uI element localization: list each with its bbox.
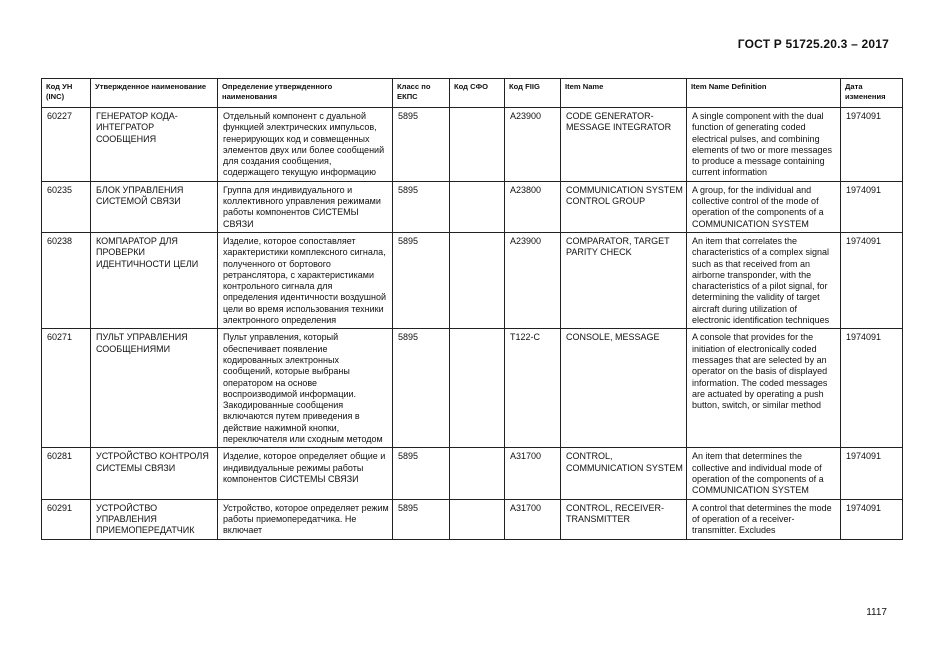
cell-item-definition: A console that provides for the initiation of electronically coded messages that are selected by an operator on the basis of displayed information. The coded messages are actuated by operating a push button, switch, or similar method (687, 329, 841, 448)
document-standard-header: ГОСТ Р 51725.20.3 – 2017 (737, 37, 889, 51)
column-header-inc: Код УН (INC) (42, 79, 91, 108)
page-number: 1117 (866, 607, 887, 618)
cell-approved-name: ПУЛЬТ УПРАВЛЕНИЯ СООБЩЕНИЯМИ (91, 329, 218, 448)
table-row (42, 448, 903, 499)
cell-sfo (450, 329, 505, 448)
cell-inc: 60271 (42, 329, 91, 448)
cell-inc: 60238 (42, 232, 91, 328)
cell-change-date: 1974091 (841, 448, 903, 499)
cell-approved-definition: Отдельный компонент с дуальной функцией электрических импульсов, генерирующих код и совмещенных элементов двух или более сообщений для создания сообщения, содержащего текущую информацию (218, 108, 393, 182)
table-row (42, 329, 903, 448)
column-header-class: Класс по ЕКПС (393, 79, 450, 108)
cell-class (393, 499, 450, 539)
table-row (42, 232, 903, 328)
cell-item-name-text: CONTROL, RECEIVER-TRANSMITTER (566, 502, 665, 524)
column-header-approved-name: Утвержденное наименование (91, 79, 218, 108)
cell-item-name: CODE GENERATOR-MESSAGE INTEGRATOR (561, 108, 687, 182)
cell-item-definition: An item that correlates the characteristics of a complex signal such as that received from an airborne transponder, with the characteristics of a pilot signal, for determining the validity of target aircraft during utilization of electronic identification techniques (687, 232, 841, 328)
item-name-registry-table (41, 78, 903, 540)
cell-fiig: A23900 (505, 232, 561, 328)
cell-class: 5895 (393, 448, 450, 499)
cell-sfo (450, 181, 505, 232)
cell-approved-definition-text: Устройство, которое определяет режим работы приемопередатчика. Не включает (223, 502, 389, 536)
cell-item-definition: A single component with the dual function of generating coded electrical pulses, and combining elements of two or more messages to produce a message containing current information (687, 108, 841, 182)
cell-class-text: 5895 (398, 502, 419, 513)
cell-class: 5895 (393, 181, 450, 232)
cell-fiig: A31700 (505, 448, 561, 499)
cell-inc: 60227 (42, 108, 91, 182)
cell-approved-definition: Изделие, которое определяет общие и индивидуальные режимы работы компонентов СИСТЕМЫ СВЯЗИ (218, 448, 393, 499)
table-row (42, 499, 903, 539)
cell-class: 5895 (393, 108, 450, 182)
cell-item-name (561, 499, 687, 539)
cell-fiig: A23800 (505, 181, 561, 232)
column-header-item-definition: Item Name Definition (687, 79, 841, 108)
cell-fiig (505, 499, 561, 539)
cell-sfo (450, 448, 505, 499)
cell-fiig-text: A31700 (510, 502, 542, 513)
cell-item-definition (687, 499, 841, 539)
cell-inc (42, 499, 91, 539)
column-header-change-date: Дата изменения (841, 79, 903, 108)
cell-approved-name: КОМПАРАТОР ДЛЯ ПРОВЕРКИ ИДЕНТИЧНОСТИ ЦЕЛИ (91, 232, 218, 328)
cell-approved-name-text: УСТРОЙСТВО УПРАВЛЕНИЯ ПРИЕМОПЕРЕДАТЧИК (96, 502, 195, 536)
cell-inc: 60281 (42, 448, 91, 499)
cell-item-definition-text: A control that determines the mode of operation of a receiver-transmitter. Excludes (692, 502, 832, 536)
cell-approved-name: ГЕНЕРАТОР КОДА-ИНТЕГРАТОР СООБЩЕНИЯ (91, 108, 218, 182)
cell-inc-text: 60291 (47, 502, 73, 513)
cell-item-name: CONSOLE, MESSAGE (561, 329, 687, 448)
cell-item-name: COMMUNICATION SYSTEM CONTROL GROUP (561, 181, 687, 232)
cell-item-definition: A group, for the individual and collective control of the mode of operation of the components of a COMMUNICATION SYSTEM (687, 181, 841, 232)
cell-sfo (450, 499, 505, 539)
cell-change-date: 1974091 (841, 329, 903, 448)
cell-item-name: COMPARATOR, TARGET PARITY CHECK (561, 232, 687, 328)
cell-fiig: A23900 (505, 108, 561, 182)
cell-item-definition: An item that determines the collective and individual mode of operation of the components of a COMMUNICATION SYSTEM (687, 448, 841, 499)
cell-sfo (450, 232, 505, 328)
cell-class: 5895 (393, 232, 450, 328)
cell-class: 5895 (393, 329, 450, 448)
cell-change-date: 1974091 (841, 108, 903, 182)
column-header-approved-definition: Определение утвержденного наименования (218, 79, 393, 108)
cell-approved-name: БЛОК УПРАВЛЕНИЯ СИСТЕМОЙ СВЯЗИ (91, 181, 218, 232)
table-row (42, 108, 903, 182)
cell-inc: 60235 (42, 181, 91, 232)
column-header-sfo: Код СФО (450, 79, 505, 108)
column-header-fiig: Код FIIG (505, 79, 561, 108)
cell-fiig: T122-C (505, 329, 561, 448)
cell-item-name: CONTROL, COMMUNICATION SYSTEM (561, 448, 687, 499)
column-header-item-name: Item Name (561, 79, 687, 108)
cell-change-date-text: 1974091 (846, 502, 882, 513)
cell-approved-definition: Пульт управления, который обеспечивает появление кодированных электронных сообщений, которые выбраны оператором на основе воспроизводимой информации. Закодированные сообщения включаются путем приведения в действие нажимной кнопки, переключателя или сходным методом (218, 329, 393, 448)
cell-approved-name: УСТРОЙСТВО КОНТРОЛЯ СИСТЕМЫ СВЯЗИ (91, 448, 218, 499)
table-header-row (42, 79, 903, 108)
cell-change-date: 1974091 (841, 181, 903, 232)
cell-sfo (450, 108, 505, 182)
cell-approved-definition: Изделие, которое сопоставляет характеристики комплексного сигнала, полученного от бортового ретранслятора, с характеристиками контрольного сигнала для определения идентичности воздушной цели во время использования техники электронного определения (218, 232, 393, 328)
cell-approved-definition (218, 499, 393, 539)
cell-approved-definition: Группа для индивидуального и коллективного управления режимами работы компонентов СИСТЕМЫ СВЯЗИ (218, 181, 393, 232)
cell-approved-name (91, 499, 218, 539)
cell-change-date (841, 499, 903, 539)
cell-change-date: 1974091 (841, 232, 903, 328)
table-row (42, 181, 903, 232)
